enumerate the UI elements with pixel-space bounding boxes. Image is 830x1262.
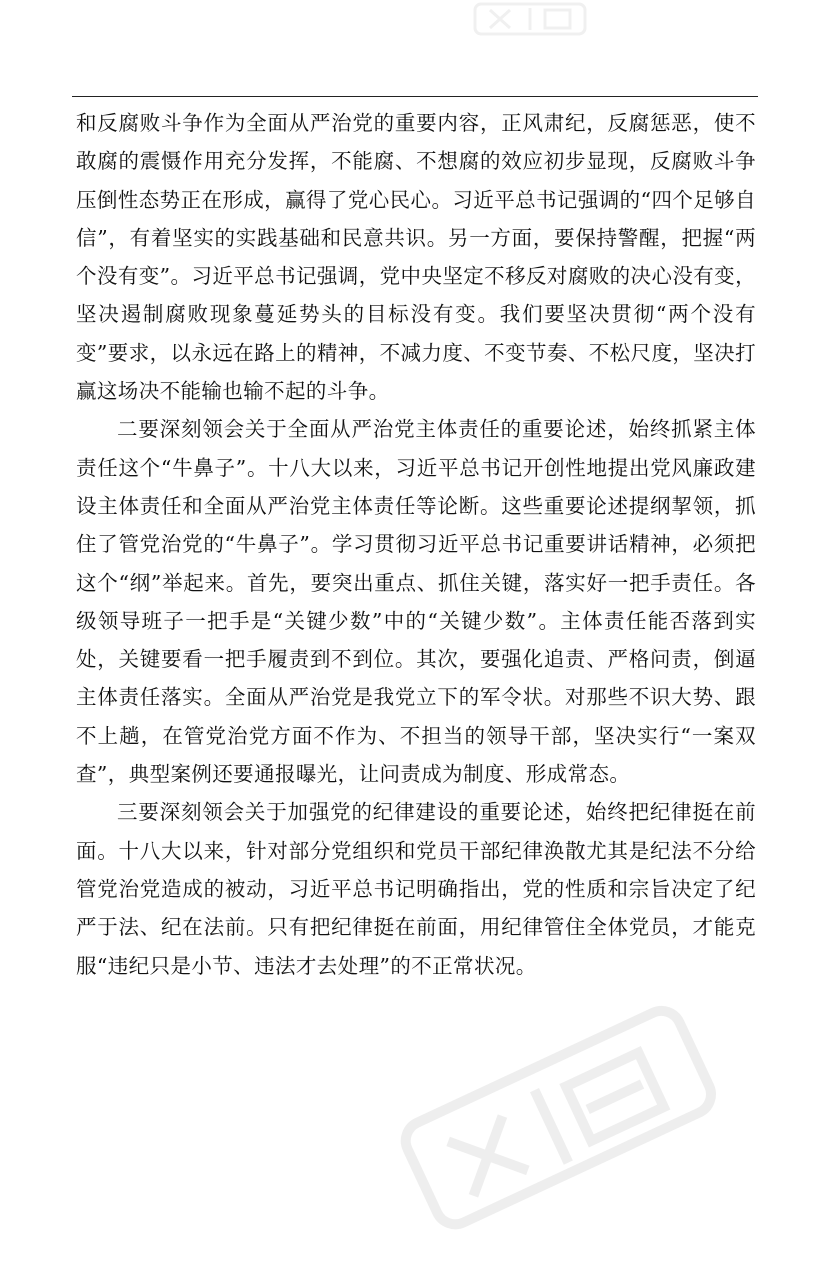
watermark-logo — [382, 978, 749, 1262]
paragraph-3: 三要深刻领会关于加强党的纪律建设的重要论述，始终把纪律挺在前面。十八大以来，针对部分党组织和党员干部纪律涣散尤其是纪法不分给管党治党造成的被动，习近平总书记明确指出，党的性质和宗旨决定了纪严于法、纪在法前。只有把纪律挺在前面，用纪律管住全体党员，才能克服“违纪只是小节、违法才去处理”的不正常状况。 — [76, 800, 756, 978]
header-rule — [72, 96, 758, 97]
document-body — [76, 104, 756, 985]
watermark-fragment-top — [470, 0, 590, 40]
paragraph-1: 和反腐败斗争作为全面从严治党的重要内容，正风肃纪，反腐惩恶，使不敢腐的震慑作用充分发挥，不能腐、不想腐的效应初步显现，反腐败斗争压倒性态势正在形成，赢得了党心民心。习近平总书记强调的“四个足够自信”，有着坚实的实践基础和民意共识。另一方面，要保持警醒，把握“两个没有变”。习近平总书记强调，党中央坚定不移反对腐败的决心没有变，坚决遏制腐败现象蔓延势头的目标没有变。我们要坚决贯彻“两个没有变”要求，以永远在路上的精神，不减力度、不变节奏、不松尺度，坚决打赢这场决不能输也输不起的斗争。 — [76, 111, 756, 404]
paragraph-2: 二要深刻领会关于全面从严治党主体责任的重要论述，始终抓紧主体责任这个“牛鼻子”。十八大以来，习近平总书记开创性地提出党风廉政建设主体责任和全面从严治党主体责任等论断。这些重要论述提纲挈领，抓住了管党治党的“牛鼻子”。学习贯彻习近平总书记重要讲话精神，必须把这个“纲”举起来。首先，要突出重点、抓住关键，落实好一把手责任。各级领导班子一把手是“关键少数”中的“关键少数”。主体责任能否落到实处，关键要看一把手履责到不到位。其次，要强化追责、严格问责，倒逼主体责任落实。全面从严治党是我党立下的军令状。对那些不识大势、跟不上趟，在管党治党方面不作为、不担当的领导干部，坚决实行“一案双查”，典型案例还要通报曝光，让问责成为制度、形成常态。 — [76, 417, 756, 787]
